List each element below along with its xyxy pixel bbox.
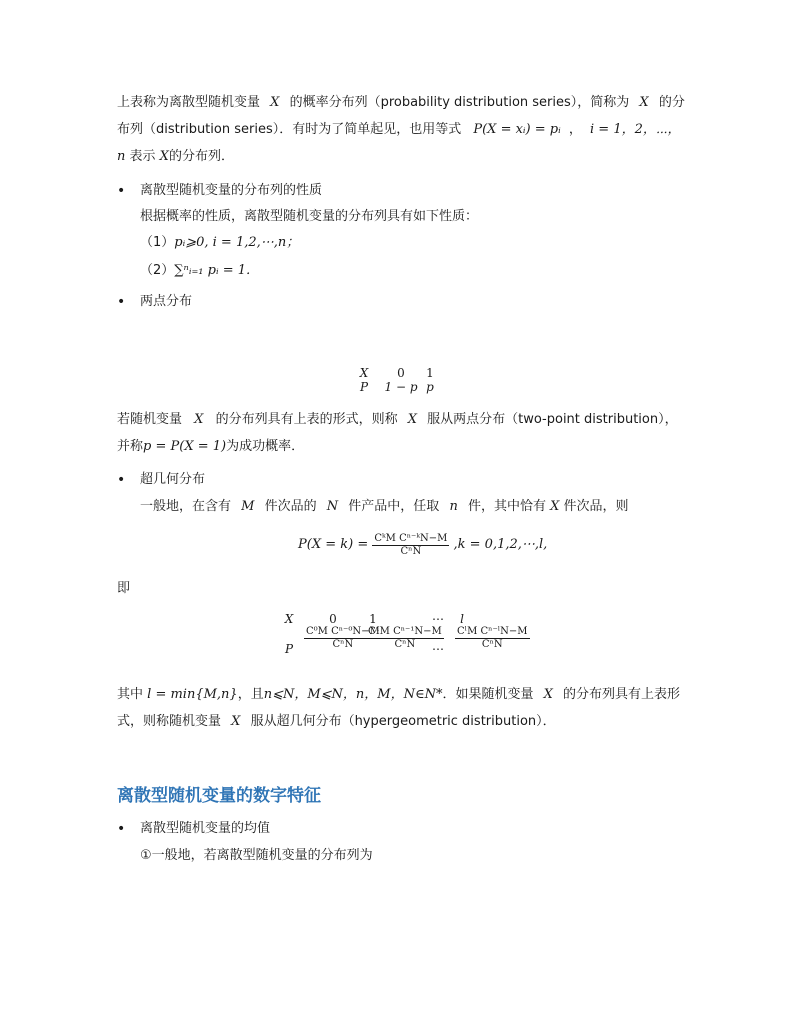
table-cell <box>455 626 530 651</box>
table-cell: P <box>359 380 369 394</box>
props-intro: 根据概率的性质，离散型随机变量的分布列具有如下性质： <box>140 209 479 224</box>
text: ， <box>568 122 582 137</box>
text: 服从超几何分布（hypergeometric distribution）． <box>250 714 556 729</box>
table-cell: 1 <box>369 612 377 626</box>
denominator: CⁿN <box>394 639 416 650</box>
text-ji: 即 <box>117 581 131 596</box>
denominator: CⁿN <box>400 545 422 557</box>
var-X: X <box>550 499 560 514</box>
numerator: CᵏM Cⁿ⁻ᵏN−M <box>374 532 448 544</box>
text: 件，其中恰有 <box>467 499 546 514</box>
hyper-line2 <box>117 686 680 704</box>
text: 为成功概率． <box>226 439 305 454</box>
para1-line3 <box>117 148 234 166</box>
var-X: X <box>407 412 417 427</box>
var-n: n <box>449 499 458 514</box>
table-cell: 0 <box>397 366 405 380</box>
var-N: N <box>326 499 339 514</box>
formula: P(X = k) = <box>298 537 369 552</box>
text: 的分 <box>658 95 685 110</box>
var-X: X <box>231 714 241 729</box>
table-cell: X <box>284 612 294 626</box>
var-n: n <box>117 149 126 164</box>
formula: p = P(X = 1) <box>143 439 227 454</box>
two-point-desc2 <box>117 438 304 456</box>
text: 的分布列具有上表的形式，则称 <box>215 412 398 427</box>
text: ，且 <box>237 687 264 702</box>
section-title-mean: 离散型随机变量的均值 <box>140 821 271 836</box>
bullet-icon: • <box>117 294 126 310</box>
section-heading: 离散型随机变量的数字特征 <box>117 786 321 806</box>
text: 上表称为离散型随机变量 <box>117 95 261 110</box>
table-cell: 1 − p <box>384 380 418 394</box>
text: 并称 <box>117 439 144 454</box>
prop-2 <box>140 262 259 280</box>
fraction <box>372 533 449 558</box>
table-cell: 0 <box>329 612 337 626</box>
numerator: C⁰M Cⁿ⁻⁰N−M <box>306 626 380 637</box>
text: 件次品的 <box>264 499 317 514</box>
formula: ,k = 0,1,2,⋯,l, <box>453 537 548 552</box>
text: 布列（distribution series）．有时为了简单起见，也用等式 <box>117 122 462 137</box>
para1-line2 <box>117 121 681 139</box>
bullet-icon: • <box>117 821 126 837</box>
formula: pᵢ⩾0, i = 1,2,⋯,n； <box>174 235 300 250</box>
hyper-formula <box>298 527 547 564</box>
numerator: CˡM Cⁿ⁻ˡN−M <box>457 626 528 637</box>
label: （1） <box>140 235 175 250</box>
table-cell: ⋯ <box>432 642 444 656</box>
label: （2） <box>140 263 175 278</box>
formula: ∑ⁿᵢ₌₁ pᵢ = 1． <box>174 263 260 278</box>
text: 件次品，则 <box>563 499 629 514</box>
prop-1 <box>140 234 299 252</box>
var-X: X <box>194 412 204 427</box>
table-cell: l <box>460 612 464 626</box>
text: 件产品中，任取 <box>348 499 440 514</box>
text: 的分布列． <box>168 149 234 164</box>
text: 的分布列具有上表形 <box>563 687 681 702</box>
var-X: X <box>270 95 280 110</box>
bullet-icon: • <box>117 472 126 488</box>
text: ．如果随机变量 <box>442 687 534 702</box>
text: 表示 <box>129 149 156 164</box>
table-cell: P <box>284 642 294 656</box>
var-X: X <box>543 687 553 702</box>
table-cell: ⋯ <box>432 612 444 626</box>
text: 若随机变量 <box>117 412 183 427</box>
table-cell: X <box>359 366 369 380</box>
text: 式，则称随机变量 <box>117 714 222 729</box>
formula: n⩽N，M⩽N，n，M，N∈N* <box>263 687 443 702</box>
para1-line1 <box>117 94 685 112</box>
section-title-hyper: 超几何分布 <box>140 472 206 487</box>
var-M: M <box>241 499 255 514</box>
denominator: CⁿN <box>332 639 354 650</box>
text: 服从两点分布（two-point distribution）， <box>427 412 678 427</box>
var-X: X <box>159 149 169 164</box>
var-X: X <box>639 95 649 110</box>
bullet-icon: • <box>117 183 126 199</box>
text: 一般地，在含有 <box>140 499 232 514</box>
hyper-line3 <box>117 713 556 731</box>
formula: i = 1，2，⋯， <box>590 122 681 137</box>
table-cell: p <box>426 380 434 394</box>
text: 其中 <box>117 687 144 702</box>
text: 的概率分布列（probability distribution series），简称为 <box>289 95 630 110</box>
hyper-line1 <box>140 498 629 516</box>
section-title-two-point: 两点分布 <box>140 294 193 309</box>
formula: l = min{M,n} <box>147 687 238 702</box>
formula: P(X = xᵢ) = pᵢ <box>473 122 561 137</box>
fraction <box>455 626 530 651</box>
section-title-props: 离散型随机变量的分布列的性质 <box>140 183 323 198</box>
numerator: C¹M Cⁿ⁻¹N−M <box>368 626 442 637</box>
denominator: CⁿN <box>481 639 503 650</box>
mean-line1: ①一般地，若离散型随机变量的分布列为 <box>140 848 373 863</box>
table-cell: 1 <box>426 366 434 380</box>
two-point-desc1 <box>117 411 678 429</box>
